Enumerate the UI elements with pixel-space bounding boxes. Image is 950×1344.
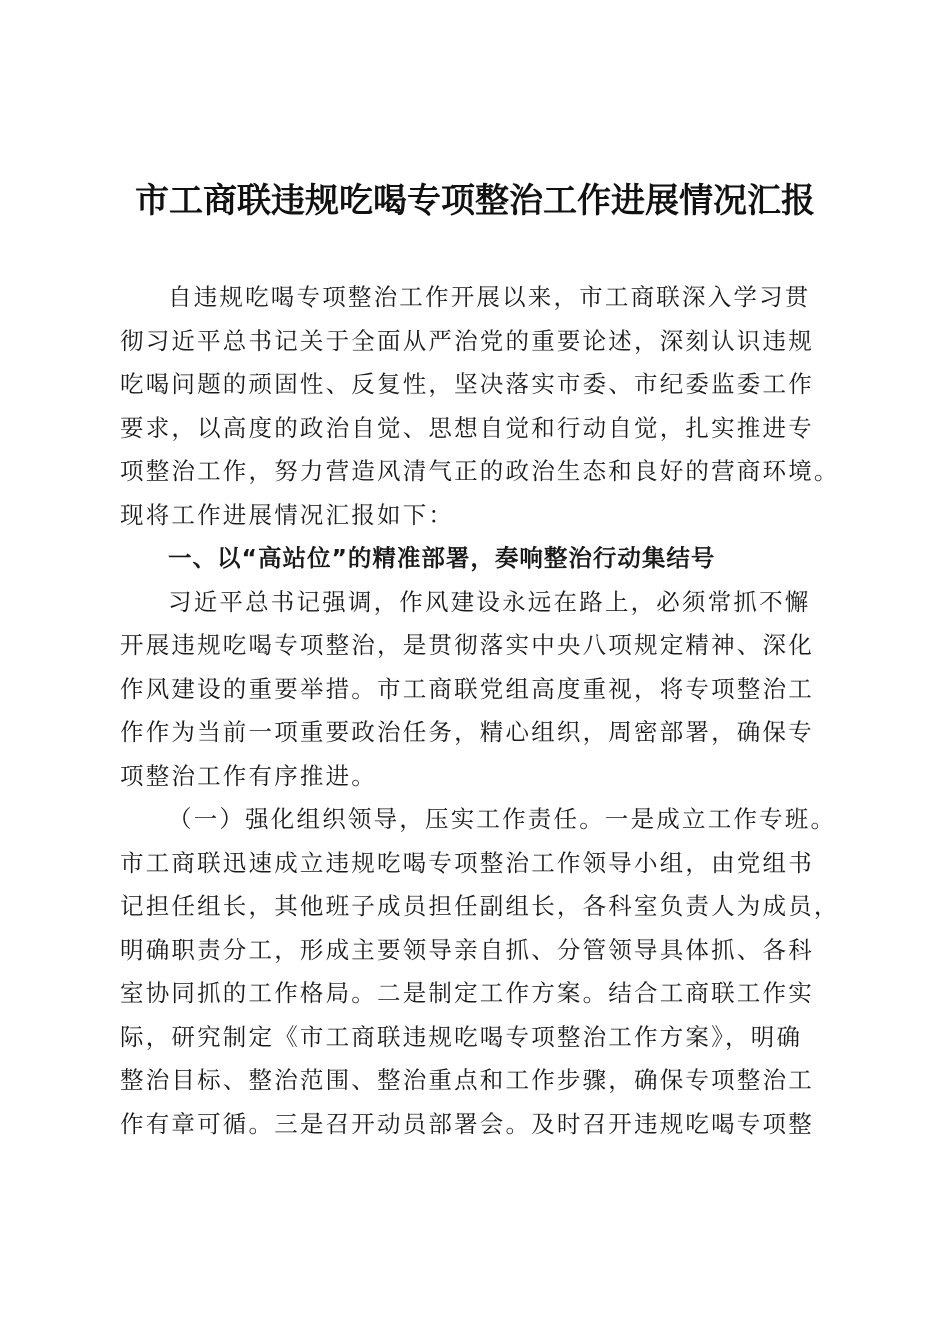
section-heading: 一、以“高站位”的精准部署，奏响整治行动集结号 [168,544,716,572]
document-title: 市工商联违规吃喝专项整治工作进展情况汇报 [135,181,815,221]
text-line: 际，研究制定《市工商联违规吃喝专项整治工作方案》，明确 [120,1022,803,1051]
text-line: 吃喝问题的顽固性、反复性，坚决落实市委、市纪委监委工作 [120,370,814,398]
text-line: 作风建设的重要举措。市工商联党组高度重视，将专项整治工 [120,674,814,703]
document-body [120,276,840,1146]
text-line: 现将工作进展情况汇报如下： [120,500,455,529]
text-line: 明确职责分工，形成主要领导亲自抓、分管领导具体抓、各科 [120,935,814,964]
text-line: 要求，以高度的政治自觉、思想自觉和行动自觉，扎实推进专 [120,413,814,442]
text-line: 自违规吃喝专项整治工作开展以来，市工商联深入学习贯 [168,283,811,311]
text-line: 开展违规吃喝专项整治，是贯彻落实中央八项规定精神、深化 [120,631,814,659]
text-line: 项整治工作，努力营造风清气正的政治生态和良好的营商环境。 [120,457,840,485]
text-line: 室协同抓的工作格局。二是制定工作方案。结合工商联工作实 [120,979,814,1007]
text-line: 习近平总书记强调，作风建设永远在路上，必须常抓不懈 [168,587,811,616]
text-line: 记担任组长，其他班子成员担任副组长，各科室负责人为成员， [120,892,840,920]
text-line: 整治目标、整治范围、整治重点和工作步骤，确保专项整治工 [120,1066,814,1094]
text-line: 市工商联迅速成立违规吃喝专项整治工作领导小组，由党组书 [120,848,814,877]
text-line: 作有章可循。三是召开动员部署会。及时召开违规吃喝专项整 [120,1109,814,1138]
text-line: （一）强化组织领导，压实工作责任。一是成立工作专班。 [168,805,837,833]
text-line: 项整治工作有序推进。 [120,761,377,790]
text-line: 作作为当前一项重要政治任务，精心组织，周密部署，确保专 [120,718,814,746]
text-line: 彻习近平总书记关于全面从严治党的重要论述，深刻认识违规 [120,326,814,355]
